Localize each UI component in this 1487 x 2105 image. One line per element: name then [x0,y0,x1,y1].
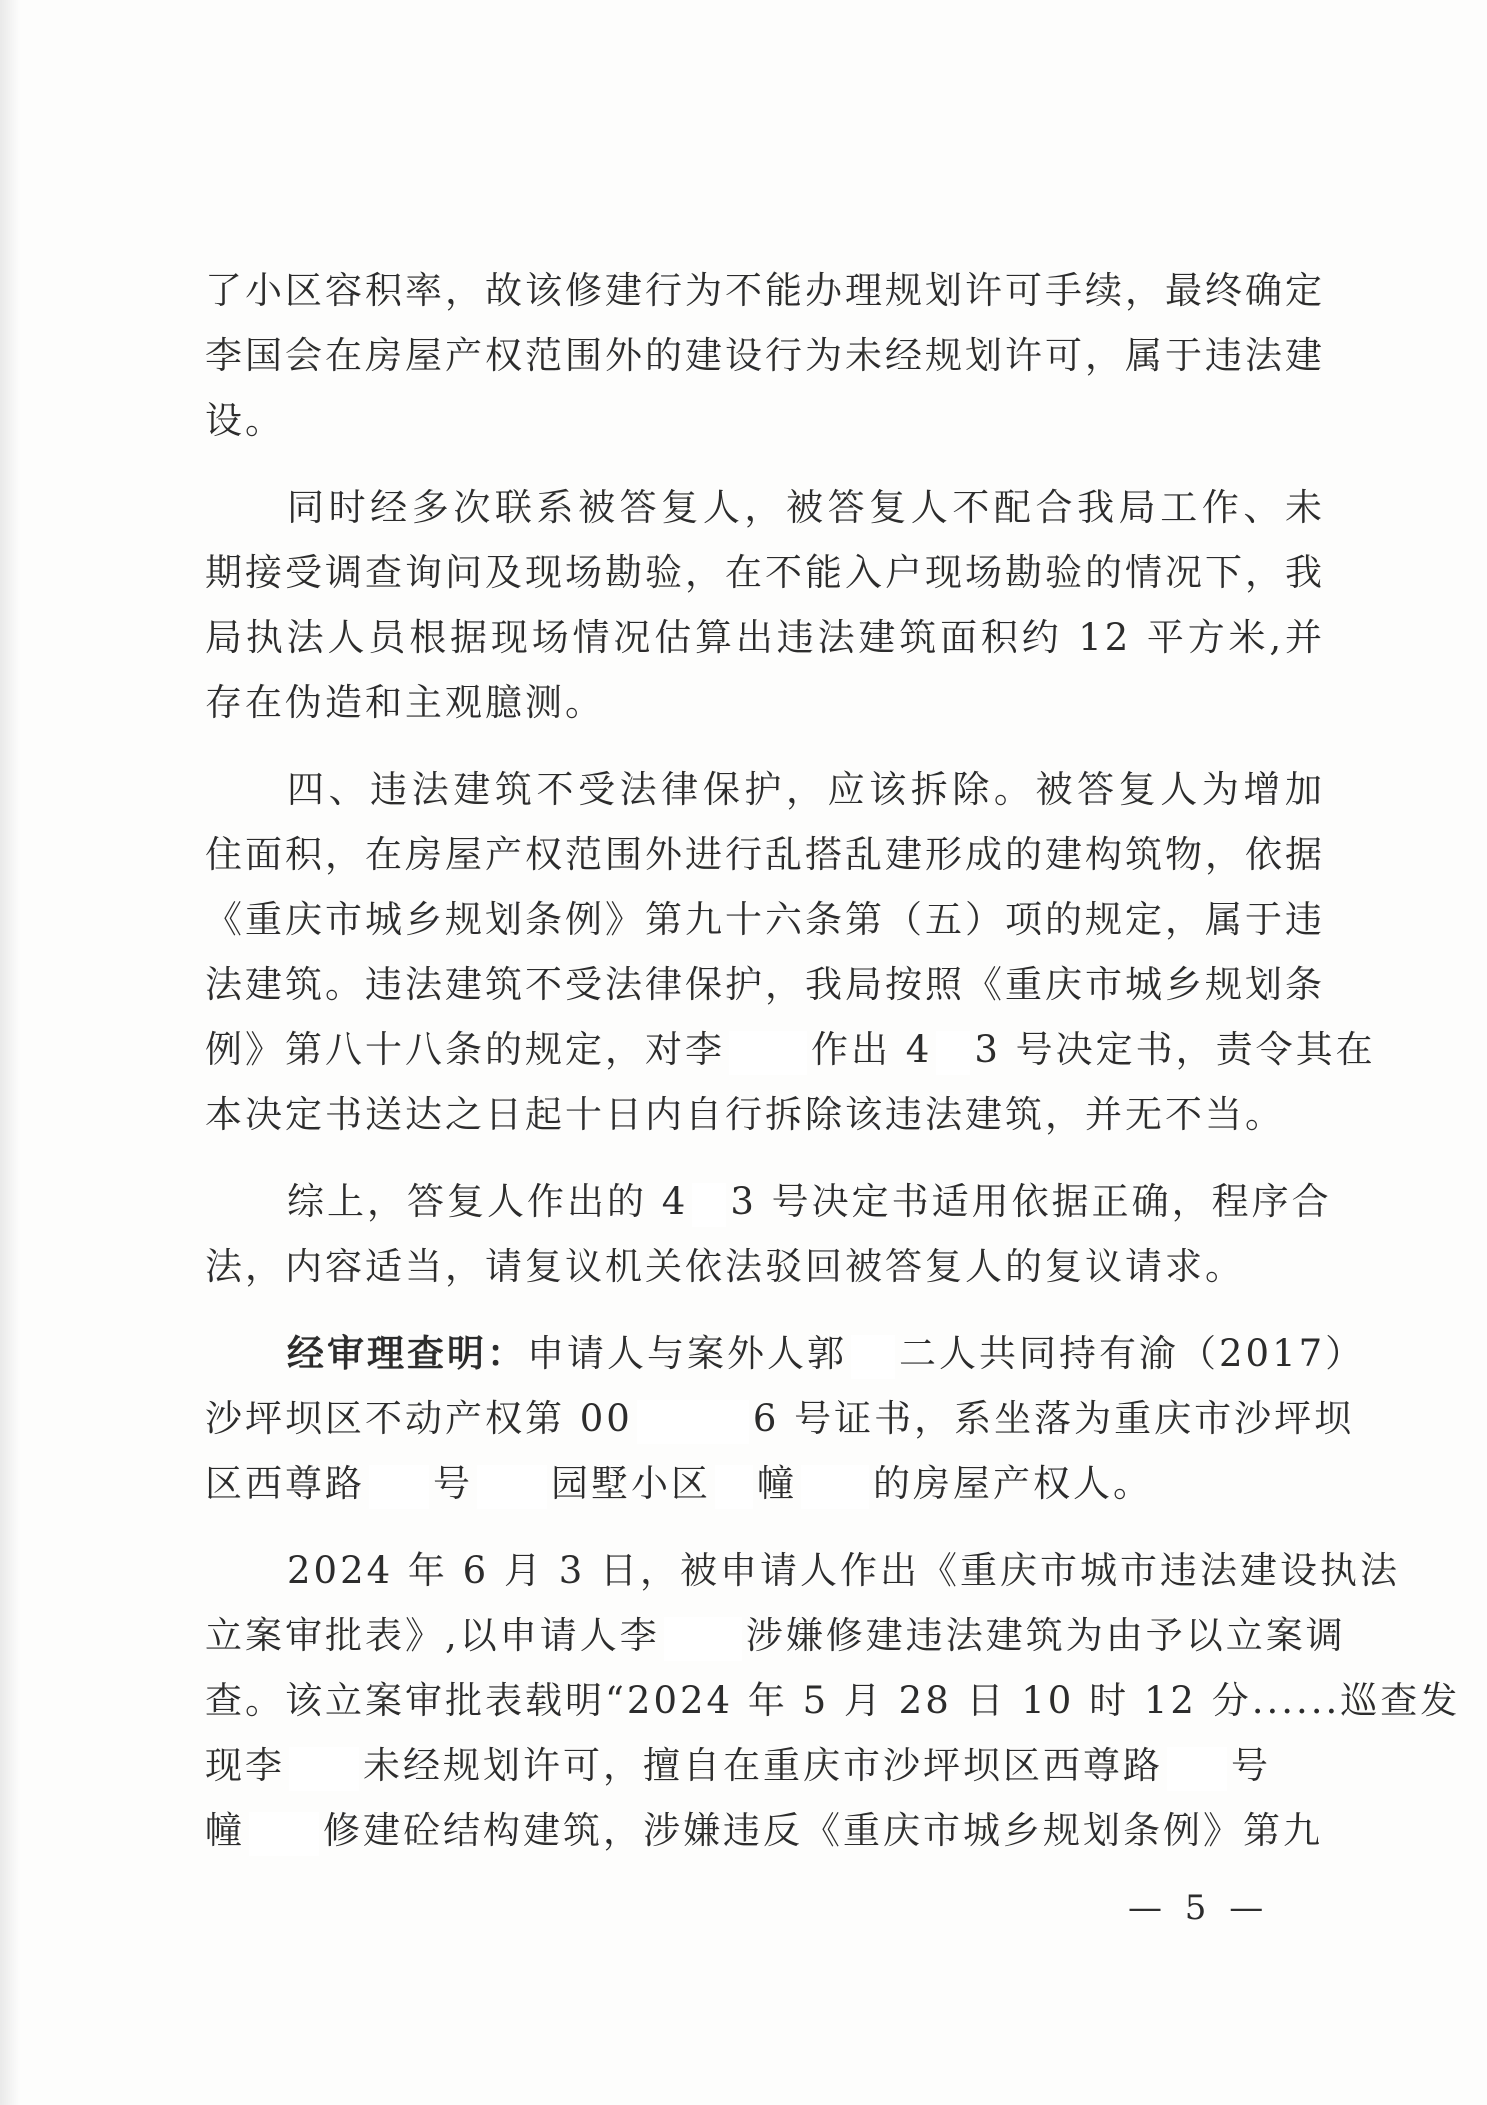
text-line: 了小区容积率，故该修建行为不能办理规划许可手续，最终确定 [205,269,1325,312]
text-segment: 的房屋产权人。 [873,1462,1153,1505]
text-line: 法建筑。违法建筑不受法律保护，我局按照《重庆市城乡规划条 [205,963,1325,1006]
redaction-block [249,1812,319,1856]
text-line: 本决定书送达之日起十日内自行拆除该违法建筑，并无不当。 [205,1093,1285,1136]
text-line [205,1451,1325,1516]
redaction-block [637,1400,749,1444]
scan-shadow [0,0,20,2105]
text-segment: 例》第八十八条的规定，对李 [205,1028,725,1071]
redaction-block [729,1031,807,1075]
text-segment: 沙坪坝区不动产权第 00 [205,1397,633,1440]
text-segment: 3 号决定书，责令其在 [974,1028,1376,1071]
redaction-block [936,1031,970,1075]
text-segment: 现李 [205,1744,285,1787]
text-line: 李国会在房屋产权范围外的建设行为未经规划许可，属于违法建 [205,334,1325,377]
findings-heading: 经审理查明： [287,1332,527,1375]
text-line [205,1321,1366,1386]
text-segment: 未经规划许可，擅自在重庆市沙坪坝区西尊路 [363,1744,1163,1787]
text-line: 设。 [205,399,285,442]
redaction-block [715,1465,753,1509]
text-line: 查。该立案审批表载明“2024 年 5 月 28 日 10 时 12 分......巡查发 [205,1679,1461,1722]
text-segment: 号 [1231,1744,1271,1787]
text-line [205,1798,1325,1863]
redaction-block [289,1747,359,1791]
text-segment: 立案审批表》,以申请人李 [205,1614,660,1657]
text-segment: 3 号决定书适用依据正确，程序合 [730,1180,1332,1223]
text-segment: 修建砼结构建筑，涉嫌违反《重庆市城乡规划条例》第九 [323,1809,1323,1852]
document-body [205,258,1461,1863]
redaction-block [851,1335,895,1379]
text-segment: 6 号证书，系坐落为重庆市沙坪坝 [752,1397,1355,1440]
redaction-block [801,1465,869,1509]
redaction-block [692,1183,726,1227]
text-segment: 二人共同持有渝（2017） [899,1332,1366,1375]
text-segment: 申请人与案外人郭 [527,1332,847,1375]
text-segment: 园墅小区 [551,1462,711,1505]
redaction-block [369,1465,429,1509]
text-segment: 号 [433,1462,473,1505]
text-line: 法，内容适当，请复议机关依法驳回被答复人的复议请求。 [205,1245,1245,1288]
text-line: 局执法人员根据现场情况估算出违法建筑面积约 12 平方米,并 [205,616,1325,659]
text-line: 期接受调查询问及现场勘验，在不能入户现场勘验的情况下，我 [205,551,1325,594]
text-line: 2024 年 6 月 3 日，被申请人作出《重庆市城市违法建设执法 [287,1549,1401,1592]
text-line [205,1603,1346,1668]
text-segment: 区西尊路 [205,1462,365,1505]
text-line [205,1017,1376,1082]
text-segment: 涉嫌修建违法建筑为由予以立案调 [745,1614,1346,1657]
page-number: — 5 — [1128,1888,1270,1928]
text-segment: 幢 [205,1809,245,1852]
text-line: 同时经多次联系被答复人，被答复人不配合我局工作、未 [287,486,1325,529]
text-line [205,1386,1355,1451]
text-line: 存在伪造和主观臆测。 [205,681,605,724]
text-line: 住面积，在房屋产权范围外进行乱搭乱建形成的建构筑物，依据 [205,833,1325,876]
text-segment: 幢 [757,1462,797,1505]
text-line [205,1733,1325,1798]
text-segment: 作出 4 [811,1028,933,1071]
redaction-block [1167,1747,1227,1791]
text-line [205,1169,1332,1234]
text-segment: 综上，答复人作出的 4 [287,1180,689,1223]
redaction-block [477,1465,547,1509]
redaction-block [664,1617,742,1661]
text-line: 《重庆市城乡规划条例》第九十六条第（五）项的规定，属于违 [205,898,1325,941]
text-line: 四、违法建筑不受法律保护，应该拆除。被答复人为增加 [287,768,1325,811]
